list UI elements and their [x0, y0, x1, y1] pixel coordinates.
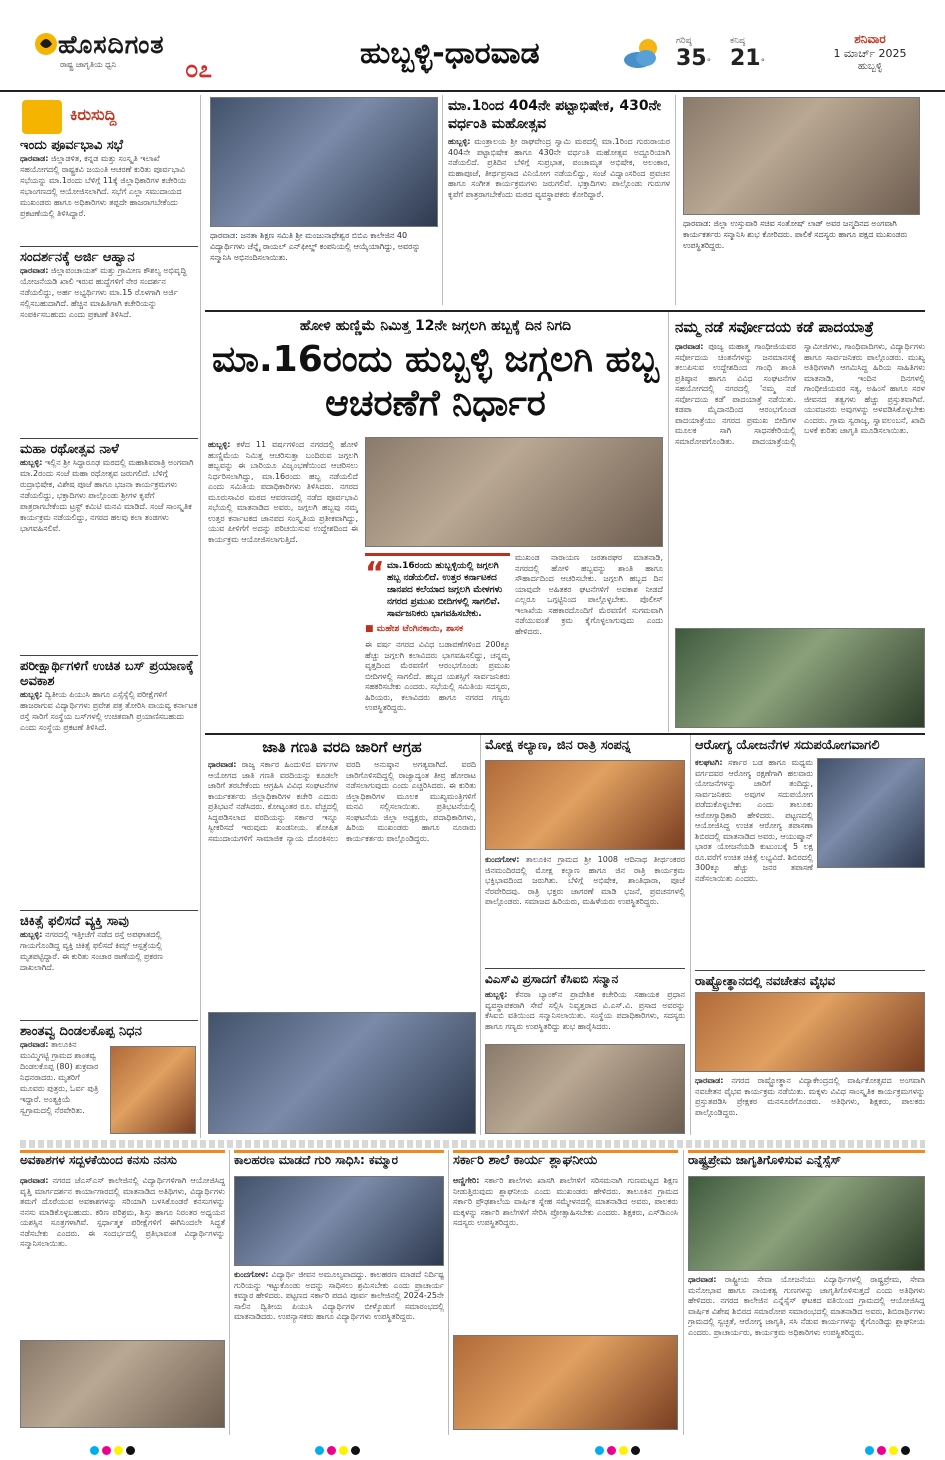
protest-photo	[208, 1012, 476, 1134]
nss-camp-photo	[688, 1176, 925, 1271]
section-stripe	[20, 1140, 925, 1148]
sidebar-body	[20, 929, 198, 1024]
dateline: ಹುಬ್ಬಳ್ಳಿ:	[485, 990, 508, 999]
divider	[20, 655, 198, 656]
dateline: ಧಾರವಾಡ:	[20, 1040, 49, 1049]
cyan-swatch	[865, 1446, 874, 1455]
sidebar-headline: ಪರೀಕ್ಷಾರ್ಥಿಗಳಿಗೆ ಉಚಿತ ಬಸ್ ಪ್ರಯಾಣಕ್ಕೆ ಅವಕಾಶ	[20, 659, 194, 689]
sidebar-headline: ಇಂದು ಪೂರ್ವಭಾವಿ ಸಭೆ	[20, 138, 124, 153]
article-headline: ರಾಷ್ಟ್ರಪ್ರೇಮ ಜಾಗೃತಿಗೊಳಿಸುವ ಎನ್ನೆಸ್ಸೆಸ್	[688, 1153, 842, 1167]
dateline: ಕುಂದಗೋಳ:	[485, 855, 520, 864]
dateline: ಹುಬ್ಬಳ್ಳಿ:	[20, 930, 43, 939]
article-body	[688, 1275, 925, 1430]
obituary-photo	[110, 1046, 196, 1134]
article-headline: ಕಾಲಹರಣ ಮಾಡದೆ ಗುರಿ ಸಾಧಿಸಿ: ಕಮ್ಮಾರ	[234, 1153, 399, 1167]
magenta-swatch	[327, 1446, 336, 1455]
black-swatch	[126, 1446, 135, 1455]
article-body	[20, 1176, 225, 1336]
lead-story	[208, 318, 663, 426]
article-body	[453, 1176, 678, 1331]
registration-marks	[315, 1440, 363, 1459]
dateline: ಧಾರವಾಡ:	[20, 266, 49, 275]
min-temp-block	[730, 36, 765, 71]
degree-symbol: °	[760, 58, 766, 68]
temple-photo	[485, 760, 685, 850]
sidebar-headline: ಚಿಕಿತ್ಸೆ ಫಲಿಸದೆ ವ್ಯಕ್ತಿ ಸಾವು	[20, 914, 129, 929]
dateline: ಹುಬ್ಬಳ್ಳಿ:	[20, 690, 43, 699]
sidebar-body	[20, 1039, 102, 1119]
divider	[695, 970, 925, 971]
logo-tagline: ರಾಷ್ಟ್ರ ಜಾಗೃತಿಯ ಧ್ವನಿ	[60, 60, 117, 69]
article-body-text: ಸರ್ಕಾರ ಬಡ ಹಾಗೂ ಮಧ್ಯಮ ವರ್ಗದವರ ಆರೋಗ್ಯ ರಕ್ಷಣೆಗಾಗಿ ಹಲವಾರು ಯೋಜನೆಗಳನ್ನು ಜಾರಿಗೆ ತಂದಿದ್ದು, ಸಾರ್ವಜನಿಕರು ಅವುಗಳ ಸದುಪಯೋಗ ಪಡೆದುಕೊಳ್ಳಬೇಕು ಎಂದು ತಾಲೂಕು ಆರೋಗ್ಯಾಧಿಕಾರಿ ಹೇಳಿದರು. ಪಟ್ಟಣದಲ್ಲಿ ಆಯೋಜಿಸಿದ್ದ ಉಚಿತ ಆರೋಗ್ಯ ತಪಾಸಣಾ ಶಿಬಿರದಲ್ಲಿ ಮಾತನಾಡಿದ ಅವರು, ಆಯುಷ್ಮಾನ್ ಭಾರತ ಯೋಜನೆಯಡಿ ಕುಟುಂಬಕ್ಕೆ 5 ಲಕ್ಷ ರೂ.ವರೆಗೆ ಉಚಿತ ಚಿಕಿತ್ಸೆ ಲಭ್ಯವಿದೆ. ಶಿಬಿರದಲ್ಲಿ 300ಕ್ಕೂ ಹೆಚ್ಚು ಜನರ ತಪಾಸಣೆ ನಡೆಸಲಾಯಿತು ಎಂದರು.	[695, 758, 813, 883]
logo-title: ಹೊಸದಿಗಂತ	[58, 30, 165, 59]
article-headline: ರಾಷ್ಟ್ರೋತ್ಥಾನದಲ್ಲಿ ನವಚೇತನ ವೈಭವ	[695, 974, 836, 988]
page-number: ೦೭	[185, 55, 212, 83]
article-headline: ಮಾ.1ರಿಂದ 404ನೇ ಪಟ್ಟಾಭಿಷೇಕ, 430ನೇ ವರ್ಧಂತಿ ಮಹೋತ್ಸವ	[448, 98, 662, 132]
date-block	[800, 32, 940, 72]
felicitation-photo	[683, 97, 920, 215]
dateline: ಧಾರವಾಡ:	[20, 1176, 49, 1185]
article-moksha	[485, 738, 685, 753]
article-body-text: ಪೂಜ್ಯ ಮಹಾತ್ಮ ಗಾಂಧೀಜಿಯವರ ಸರ್ವೋದಯ ಚಿಂತನೆಗಳನ್ನು ಜನಮಾನಸಕ್ಕೆ ತಲುಪಿಸುವ ಉದ್ದೇಶದಿಂದ ಗಾಂಧಿ ಶಾಂತಿ ಪ್ರತಿಷ್ಠಾನ ಹಾಗೂ ವಿವಿಧ ಸಂಘಟನೆಗಳ ಸಹಯೋಗದಲ್ಲಿ ನಗರದಲ್ಲಿ 'ನಮ್ಮ ನಡೆ ಸರ್ವೋದಯ ಕಡೆ' ಪಾದಯಾತ್ರೆ ನಡೆಯಿತು. ಕಡಪಾ ಮೈದಾನದಿಂದ ಆರಂಭಗೊಂಡ ಪಾದಯಾತ್ರೆಯು ನಗರದ ಪ್ರಮುಖ ಬೀದಿಗಳ ಮೂಲಕ ಸಾಗಿ ಸಾಧನಕೇರಿಯಲ್ಲಿ ಸಮಾರೋಪಗೊಂಡಿತು. ಪಾದಯಾತ್ರೆಯಲ್ಲಿ ಸ್ವಾಮೀಜಿಗಳು, ಗಾಂಧಿವಾದಿಗಳು, ವಿದ್ಯಾರ್ಥಿಗಳು ಹಾಗೂ ಸಾರ್ವಜನಿಕರು ಪಾಲ್ಗೊಂಡರು. ಮುಖ್ಯ ಅತಿಥಿಗಳಾಗಿ ಆಗಮಿಸಿದ್ದ ಹಿರಿಯ ಸಾಹಿತಿಗಳು ಮಾತನಾಡಿ, ಇಂದಿನ ದಿನಗಳಲ್ಲಿ ಗಾಂಧೀಜಿಯವರ ಸತ್ಯ, ಅಹಿಂಸೆ ಹಾಗೂ ಸರಳ ಜೀವನದ ತತ್ವಗಳು ಹೆಚ್ಚು ಪ್ರಸ್ತುತವಾಗಿವೆ. ಯುವಜನರು ಅವುಗಳನ್ನು ಅಳವಡಿಸಿಕೊಳ್ಳಬೇಕು ಎಂದರು. ಗ್ರಾಮ ಸ್ವರಾಜ್ಯ, ಸ್ವಾವಲಂಬನೆ, ಖಾದಿ ಬಳಕೆ ಕುರಿತು ಜಾಗೃತಿ ಮೂಡಿಸಲಾಯಿತು.	[675, 342, 925, 446]
article-bottom-2	[234, 1150, 444, 1174]
registration-marks	[865, 1440, 913, 1459]
magenta-swatch	[607, 1446, 616, 1455]
masthead	[0, 0, 945, 92]
edition-title: ಹುಬ್ಬಳ್ಳಿ-ಧಾರವಾಡ	[360, 36, 540, 71]
photo-caption: ಧಾರವಾಡ: ಜಿಲ್ಲಾ ಉಸ್ತುವಾರಿ ಸಚಿವ ಸಂತೋಷ್ ಲಾಡ್ ಅವರ ಜನ್ಮದಿನದ ಅಂಗವಾಗಿ ಕಾರ್ಯಕರ್ತರು ಸನ್ಮಾನಿಸಿ ಶುಭ ಕೋರಿದರು. ಪಾಲಿಕೆ ಸದಸ್ಯರು ಹಾಗೂ ಪಕ್ಷದ ಮುಖಂಡರು ಉಪಸ್ಥಿತರಿದ್ದರು.	[683, 219, 908, 250]
article-body	[485, 855, 685, 965]
sidebar-body	[20, 153, 198, 253]
article-body	[695, 1076, 925, 1134]
max-temp-block	[676, 36, 711, 71]
article-body-text: ನಗರದ ಜೆಎಸ್‌ಎಸ್ ಕಾಲೇಜಿನಲ್ಲಿ ವಿದ್ಯಾರ್ಥಿಗಳಿಗಾಗಿ ಆಯೋಜಿಸಿದ್ದ ವೃತ್ತಿ ಮಾರ್ಗದರ್ಶನ ಕಾರ್ಯಾಗಾರದಲ್ಲಿ ಮಾತನಾಡಿದ ಅತಿಥಿಗಳು, ವಿದ್ಯಾರ್ಥಿಗಳು ತಮಗೆ ದೊರೆಯುವ ಅವಕಾಶಗಳನ್ನು ಸರಿಯಾಗಿ ಬಳಸಿಕೊಂಡರೆ ಕನಸುಗಳನ್ನು ನನಸು ಮಾಡಿಕೊಳ್ಳಬಹುದು. ಕಠಿಣ ಪರಿಶ್ರಮ, ಶಿಸ್ತು ಹಾಗೂ ನಿರಂತರ ಅಧ್ಯಯನ ಯಶಸ್ಸಿನ ಸೂತ್ರಗಳಾಗಿವೆ. ಸ್ಪರ್ಧಾತ್ಮಕ ಪರೀಕ್ಷೆಗಳಿಗೆ ಈಗಿನಿಂದಲೇ ಸಿದ್ಧತೆ ನಡೆಸಬೇಕು ಎಂದರು. ಈ ಸಂದರ್ಭದಲ್ಲಿ ಪ್ರತಿಭಾವಂತ ವಿದ್ಯಾರ್ಥಿಗಳನ್ನು ಸನ್ಮಾನಿಸಲಾಯಿತು.	[20, 1176, 225, 1248]
sidebar-title: ಕಿರುಸುದ್ದಿ	[70, 105, 117, 124]
article-body-text: ಕೆನರಾ ಬ್ಯಾಂಕ್‌ನ ಪ್ರಾದೇಶಿಕ ಕಚೇರಿಯ ಸಹಾಯಕ ಪ್ರಧಾನ ವ್ಯವಸ್ಥಾಪಕರಾಗಿ ಸೇವೆ ಸಲ್ಲಿಸಿ ನಿವೃತ್ತರಾದ ವಿ.ಎಸ್.ವಿ. ಪ್ರಸಾದ ಅವರನ್ನು ಕೆಸಿಐಬಿ ವತಿಯಿಂದ ಸನ್ಮಾನಿಸಲಾಯಿತು. ಸಂಸ್ಥೆಯ ಪದಾಧಿಕಾರಿಗಳು, ಸದಸ್ಯರು ಹಾಗೂ ಗಣ್ಯರು ಉಪಸ್ಥಿತರಿದ್ದು ಶುಭ ಹಾರೈಸಿದರು.	[485, 990, 685, 1031]
sidebar-body-text: ತಾಲೂಕಿನ ಮುಮ್ಮಿಗಟ್ಟಿ ಗ್ರಾಮದ ಶಾಂತವ್ವ ದಿಂಡಲಕೊಪ್ಪ (80) ಶುಕ್ರವಾರ ನಿಧನರಾದರು. ಮೃತರಿಗೆ ಮೂವರು ಪುತ್ರರು, ಓರ್ವ ಪುತ್ರಿ ಇದ್ದಾರೆ. ಅಂತ್ಯಕ್ರಿಯೆ ಸ್ವಗ್ರಾಮದಲ್ಲಿ ನೆರವೇರಿತು.	[20, 1040, 99, 1115]
right-article	[675, 318, 925, 336]
article-body	[448, 137, 670, 295]
dateline: ಕುಂದಗೋಳ:	[234, 1270, 269, 1279]
black-swatch	[351, 1446, 360, 1455]
yellow-swatch	[619, 1446, 628, 1455]
dateline: ಕಲಘಟಗಿ:	[695, 758, 723, 767]
partly-cloudy-icon	[620, 36, 664, 70]
dateline: ಧಾರವಾಡ:	[675, 342, 704, 351]
column-divider	[442, 95, 443, 305]
article-caste-census	[208, 738, 476, 756]
min-temp-label: ಕನಿಷ್ಠ	[730, 36, 746, 46]
pull-quote	[365, 553, 510, 637]
article-bottom-1	[20, 1150, 225, 1174]
city-name: ಹುಬ್ಬಳ್ಳಿ	[857, 61, 883, 72]
max-temp-value: 35	[676, 46, 707, 71]
divider	[20, 246, 198, 247]
kiru-suddi-icon	[22, 100, 62, 134]
quote-text: ಮಾ.16ರಂದು ಹುಬ್ಬಳ್ಳಿಯಲ್ಲಿ ಜಗ್ಗಲಗಿ ಹಬ್ಬ ನಡೆಯಲಿದೆ. ಉತ್ತರ ಕರ್ನಾಟಕದ ಜಾನಪದ ಕಲೆಯಾದ ಜಗ್ಗಲಗಿ ಮೇಳಗಳು ನಗರದ ಪ್ರಮುಖ ಬೀದಿಗಳಲ್ಲಿ ಸಾಗಲಿವೆ. ಸಾರ್ವಜನಿಕರು ಭಾಗವಹಿಸಬೇಕು.	[387, 561, 503, 619]
article-body-text: ವಿದ್ಯಾರ್ಥಿ ಜೀವನ ಅಮೂಲ್ಯವಾದದ್ದು. ಕಾಲಹರಣ ಮಾಡದೆ ನಿರ್ದಿಷ್ಟ ಗುರಿಯನ್ನು ಇಟ್ಟುಕೊಂಡು ಅದನ್ನು ಸಾಧಿಸಲು ಶ್ರಮಿಸಬೇಕು ಎಂದು ಪ್ರಾಚಾರ್ಯ ಕಮ್ಮಾರ ಹೇಳಿದರು. ಪಟ್ಟಣದ ಸರ್ಕಾರಿ ಪದವಿ ಪೂರ್ವ ಕಾಲೇಜಿನಲ್ಲಿ 2024-25ನೇ ಸಾಲಿನ ದ್ವಿತೀಯ ಪಿಯುಸಿ ವಿದ್ಯಾರ್ಥಿಗಳ ಬೀಳ್ಕೊಡುಗೆ ಸಮಾರಂಭದಲ್ಲಿ ಮಾತನಾಡಿದರು. ಉಪನ್ಯಾಸಕರು ಹಾಗೂ ವಿದ್ಯಾರ್ಥಿಗಳು ಉಪಸ್ಥಿತರಿದ್ದರು.	[234, 1270, 444, 1321]
farewell-photo	[234, 1176, 444, 1266]
section-rule	[205, 310, 925, 312]
quote-author: ■ ಮಹೇಶ ಟೆಂಗಿನಕಾಯಿ, ಶಾಸಕ	[365, 624, 464, 634]
article-headline: ನಮ್ಮ ನಡೆ ಸರ್ವೋದಯ ಕಡೆ ಪಾದಯಾತ್ರೆ	[675, 318, 874, 336]
cyan-swatch	[315, 1446, 324, 1455]
lead-body-col2: ಈ ವರ್ಷ ನಗರದ ವಿವಿಧ ಬಡಾವಣೆಗಳಿಂದ 200ಕ್ಕೂ ಹೆಚ್ಚು ಜಗ್ಗಲಗಿ ಕಲಾವಿದರು ಭಾಗವಹಿಸಲಿದ್ದು, ಚನ್ನಮ್ಮ ವೃತ್ತದಿಂದ ಮೆರವಣಿಗೆ ಆರಂಭಗೊಂಡು ಪ್ರಮುಖ ಬೀದಿಗಳಲ್ಲಿ ಸಾಗಲಿದೆ. ಹಬ್ಬದ ಯಶಸ್ಸಿಗೆ ಸಾರ್ವಜನಿಕರು ಸಹಕರಿಸಬೇಕು ಎಂದರು. ಸಭೆಯಲ್ಲಿ ಸಮಿತಿಯ ಸದಸ್ಯರು, ಹಿರಿಯರು, ಕಲಾವಿದರು ಹಾಗೂ ನಗರದ ಗಣ್ಯರು ಉಪಸ್ಥಿತರಿದ್ದರು.	[365, 640, 510, 712]
sidebar-item	[20, 914, 198, 1024]
sidebar-body-text: ಜಿಲ್ಲಾಪಂಚಾಯತ್ ಮತ್ತು ಗ್ರಾಮೀಣ ಕೌಶಲ್ಯ ಅಭಿವೃದ್ಧಿ ಯೋಜನೆಯಡಿ ಖಾಲಿ ಇರುವ ಹುದ್ದೆಗಳಿಗೆ ನೇರ ಸಂದರ್ಶನ ನಡೆಯಲಿದ್ದು, ಅರ್ಹ ಅಭ್ಯರ್ಥಿಗಳು ಮಾ.15 ರೊಳಗಾಗಿ ಅರ್ಜಿ ಸಲ್ಲಿಸಬಹುದಾಗಿದೆ. ಹೆಚ್ಚಿನ ಮಾಹಿತಿಗಾಗಿ ಕಚೇರಿಯನ್ನು ಸಂಪರ್ಕಿಸಬಹುದು ಎಂದು ಪ್ರಕಟಣೆ ತಿಳಿಸಿದೆ.	[20, 266, 187, 319]
article-headline: ಮೋಕ್ಷ ಕಲ್ಯಾಣ, ಜಿನ ರಾತ್ರಿ ಸಂಪನ್ನ	[485, 738, 631, 753]
section-rule	[205, 733, 925, 735]
article-felicitation	[485, 972, 685, 987]
sidebar-body	[20, 457, 198, 657]
registration-marks	[595, 1440, 643, 1459]
sidebar-body	[20, 689, 198, 879]
column-divider	[690, 735, 691, 1135]
max-temp-label: ಗರಿಷ್ಠ	[676, 36, 692, 46]
lead-headline: ಮಾ.16ರಂದು ಹುಬ್ಬಳ್ಳಿ ಜಗ್ಗಲಗಿ ಹಬ್ಬ ಆಚರಣೆಗೆ ನಿರ್ಧಾರ	[212, 339, 659, 424]
meeting-photo	[365, 437, 663, 547]
column-divider	[683, 1150, 684, 1435]
sidebar-headline: ಸಂದರ್ಶನಕ್ಕೆ ಅರ್ಜಿ ಆಹ್ವಾನ	[20, 250, 135, 265]
students-group-photo	[210, 97, 438, 227]
column-divider	[480, 735, 481, 1135]
registration-marks	[90, 1440, 138, 1459]
sidebar-body-text: ದ್ವಿತೀಯ ಪಿಯುಸಿ ಹಾಗೂ ಎಸ್ಸೆಸ್ಸೆಲ್ಸಿ ಪರೀಕ್ಷೆಗಳಿಗೆ ಹಾಜರಾಗುವ ವಿದ್ಯಾರ್ಥಿಗಳು ಪ್ರವೇಶ ಪತ್ರ ತೋರಿಸಿ ವಾಯವ್ಯ ಕರ್ನಾಟಕ ರಸ್ತೆ ಸಾರಿಗೆ ಸಂಸ್ಥೆಯ ಬಸ್‌ಗಳಲ್ಲಿ ಉಚಿತವಾಗಿ ಪ್ರಯಾಣಿಸಬಹುದು ಎಂದು ಸಂಸ್ಥೆಯ ಪ್ರಕಟಣೆ ತಿಳಿಸಿದೆ.	[20, 690, 198, 732]
health-camp-photo	[817, 758, 925, 868]
article-health	[695, 738, 925, 753]
black-swatch	[901, 1446, 910, 1455]
photo-caption: ಧಾರವಾಡ: ಜನತಾ ಶಿಕ್ಷಣ ಸಮಿತಿ ಶ್ರೀ ಮಂಜುನಾಥೇಶ್ವರ ಬಿಬಿಎ ಕಾಲೇಜಿನ 40 ವಿದ್ಯಾರ್ಥಿಗಳು ಚೆನ್ನೈ ರಾಯಲ್ ಎನ್‌ಫೀಲ್ಡ್ ಕಂಪನಿಯಲ್ಲಿ ಆಯ್ಕೆಯಾಗಿದ್ದು, ಅವರನ್ನು ಸನ್ಮಾನಿಸಿ ಅಭಿನಂದಿಸಲಾಯಿತು.	[210, 231, 421, 262]
article-headline: ಆರೋಗ್ಯ ಯೋಜನೆಗಳ ಸದುಪಯೋಗವಾಗಲಿ	[695, 738, 880, 753]
article-bottom-3	[453, 1150, 678, 1174]
yellow-swatch	[889, 1446, 898, 1455]
padayatra-photo	[675, 628, 925, 728]
sidebar-body	[20, 265, 198, 435]
dateline: ಹುಬ್ಬಳ್ಳಿ:	[448, 137, 471, 146]
sidebar-item	[20, 250, 198, 435]
article-body-text: ನಗರದ ರಾಷ್ಟ್ರೋತ್ಥಾನ ವಿದ್ಯಾಕೇಂದ್ರದಲ್ಲಿ ವಾರ್ಷಿಕೋತ್ಸವದ ಅಂಗವಾಗಿ ನವಚೇತನ ವೈಭವ ಕಾರ್ಯಕ್ರಮ ನಡೆಯಿತು. ಮಕ್ಕಳು ವಿವಿಧ ಸಾಂಸ್ಕೃತಿಕ ಕಾರ್ಯಕ್ರಮಗಳನ್ನು ಪ್ರಸ್ತುತಪಡಿಸಿ ಪ್ರೇಕ್ಷಕರ ಮನಸೂರೆಗೊಂಡರು. ಅತಿಥಿಗಳು, ಶಿಕ್ಷಕರು, ಪಾಲಕರು ಪಾಲ್ಗೊಂಡಿದ್ದರು.	[695, 1076, 925, 1117]
divider	[20, 1020, 198, 1021]
degree-symbol: °	[706, 58, 712, 68]
sidebar-item	[20, 659, 198, 879]
article-top-mid	[448, 97, 670, 295]
lead-kicker: ಹೋಳಿ ಹುಣ್ಣಿಮೆ ನಿಮಿತ್ತ 12ನೇ ಜಗ್ಗಲಗಿ ಹಬ್ಬಕ್ಕೆ ದಿನ ನಿಗದಿ	[299, 318, 572, 334]
column-divider	[200, 95, 201, 1138]
column-divider	[229, 1150, 230, 1435]
sidebar-body-text: ನಗರದಲ್ಲಿ ಇತ್ತೀಚೆಗೆ ನಡೆದ ರಸ್ತೆ ಅಪಘಾತದಲ್ಲಿ ಗಾಯಗೊಂಡಿದ್ದ ವ್ಯಕ್ತಿ ಚಿಕಿತ್ಸೆ ಫಲಿಸದೆ ಕಿಮ್ಸ್ ಆಸ್ಪತ್ರೆಯಲ್ಲಿ ಮೃತಪಟ್ಟಿದ್ದಾರೆ. ಈ ಕುರಿತು ಸಂಚಾರ ಠಾಣೆಯಲ್ಲಿ ಪ್ರಕರಣ ದಾಖಲಾಗಿದೆ.	[20, 930, 163, 972]
divider	[20, 438, 198, 439]
article-headline: ಸರ್ಕಾರಿ ಶಾಲೆ ಕಾರ್ಯ ಶ್ಲಾಘನೀಯ	[453, 1153, 598, 1168]
article-body-text: ಸರ್ಕಾರಿ ಶಾಲೆಗಳು ಖಾಸಗಿ ಶಾಲೆಗಳಿಗೆ ಸರಿಸಮನಾಗಿ ಗುಣಮಟ್ಟದ ಶಿಕ್ಷಣ ನೀಡುತ್ತಿರುವುದು ಶ್ಲಾಘನೀಯ ಎಂದು ಮುಖಂಡರು ಹೇಳಿದರು. ತಾಲೂಕಿನ ಗ್ರಾಮದ ಸರ್ಕಾರಿ ಪ್ರೌಢಶಾಲೆಯ ವಾರ್ಷಿಕ ಸ್ನೇಹ ಸಮ್ಮೇಳನದಲ್ಲಿ ಮಾತನಾಡಿದ ಅವರು, ಪಾಲಕರು ಮಕ್ಕಳನ್ನು ಸರ್ಕಾರಿ ಶಾಲೆಗಳಿಗೆ ಸೇರಿಸಿ ಪ್ರೋತ್ಸಾಹಿಸಬೇಕು ಎಂದರು. ಶಿಕ್ಷಕರು, ಎಸ್‌ಡಿಎಂಸಿ ಸದಸ್ಯರು ಉಪಸ್ಥಿತರಿದ್ದರು.	[453, 1176, 678, 1227]
lead-body-col3: ಮುಖಂಡ ನಾರಾಯಣ ಜರತಾರಘರ ಮಾತನಾಡಿ, ನಗರದಲ್ಲಿ ಹೋಳಿ ಹಬ್ಬವನ್ನು ಶಾಂತಿ ಹಾಗೂ ಸೌಹಾರ್ದದಿಂದ ಆಚರಿಸಬೇಕು. ಜಗ್ಗಲಗಿ ಹಬ್ಬದ ದಿನ ಯಾವುದೇ ಅಹಿತಕರ ಘಟನೆಗಳಿಗೆ ಅವಕಾಶ ನೀಡದೆ ಎಲ್ಲರೂ ಒಗ್ಗಟ್ಟಿನಿಂದ ಪಾಲ್ಗೊಳ್ಳಬೇಕು. ಪೊಲೀಸ್ ಇಲಾಖೆಯ ಸಹಕಾರದೊಂದಿಗೆ ಮೆರವಣಿಗೆ ಸುಗಮವಾಗಿ ನಡೆಯುವಂತೆ ಕ್ರಮ ಕೈಗೊಳ್ಳಲಾಗುವುದು ಎಂದು ಹೇಳಿದರು.	[515, 553, 663, 636]
divider	[485, 968, 685, 969]
lead-body-col1	[208, 440, 358, 728]
dateline: ಧಾರವಾಡ:	[688, 1275, 717, 1284]
day-name: ಶನಿವಾರ	[854, 32, 886, 46]
black-swatch	[631, 1446, 640, 1455]
article-body	[695, 758, 813, 968]
magenta-swatch	[877, 1446, 886, 1455]
article-body	[208, 760, 476, 1010]
dateline: ಧಾರವಾಡ:	[20, 154, 49, 163]
date-text: 1 ಮಾರ್ಚ್ 2025	[833, 47, 907, 60]
dateline: ಧಾರವಾಡ:	[695, 1076, 724, 1085]
felicitation-photo	[485, 1044, 685, 1134]
sidebar-item	[20, 442, 198, 657]
school-function-photo	[453, 1335, 678, 1430]
divider	[20, 910, 198, 911]
article-body-text: ರಾಷ್ಟ್ರೀಯ ಸೇವಾ ಯೋಜನೆಯು ವಿದ್ಯಾರ್ಥಿಗಳಲ್ಲಿ ರಾಷ್ಟ್ರಪ್ರೇಮ, ಸೇವಾ ಮನೋಭಾವ ಹಾಗೂ ನಾಯಕತ್ವ ಗುಣಗಳನ್ನು ಜಾಗೃತಿಗೊಳಿಸುತ್ತದೆ ಎಂದು ಅತಿಥಿಗಳು ಹೇಳಿದರು. ನಗರದ ಕಾಲೇಜಿನ ಎನ್ನೆಸ್ಸೆಸ್ ಘಟಕದ ವತಿಯಿಂದ ಗ್ರಾಮದಲ್ಲಿ ಆಯೋಜಿಸಿದ್ದ ವಾರ್ಷಿಕ ವಿಶೇಷ ಶಿಬಿರದ ಸಮಾರೋಪ ಸಮಾರಂಭದಲ್ಲಿ ಮಾತನಾಡಿದ ಅವರು, ಶಿಬಿರಾರ್ಥಿಗಳು ಗ್ರಾಮದಲ್ಲಿ ಸ್ವಚ್ಛತೆ, ಆರೋಗ್ಯ ಜಾಗೃತಿ, ಸಸಿ ನೆಡುವ ಕಾರ್ಯಗಳನ್ನು ಕೈಗೊಂಡಿದ್ದು ಶ್ಲಾಘನೀಯ ಎಂದರು. ಪ್ರಾಚಾರ್ಯರು, ಕಾರ್ಯಕ್ರಮ ಅಧಿಕಾರಿಗಳು ಉಪಸ್ಥಿತರಿದ್ದರು.	[688, 1275, 925, 1337]
column-divider	[668, 312, 669, 732]
dateline: ಧಾರವಾಡ:	[208, 760, 237, 769]
cyan-swatch	[90, 1446, 99, 1455]
yellow-swatch	[339, 1446, 348, 1455]
magenta-swatch	[102, 1446, 111, 1455]
article-body	[675, 342, 925, 624]
dateline: ಅಣ್ಣಿಗೇರಿ:	[453, 1176, 480, 1185]
article-rashtrotthana	[695, 974, 925, 989]
sidebar-headline: ಶಾಂತವ್ವ ದಿಂಡಲಕೊಪ್ಪ ನಿಧನ	[20, 1024, 142, 1039]
article-body-text: ರಾಜ್ಯ ಸರ್ಕಾರ ಹಿಂದುಳಿದ ವರ್ಗಗಳ ಆಯೋಗದ ಜಾತಿ ಗಣತಿ ವರದಿಯನ್ನು ಕೂಡಲೇ ಜಾರಿಗೆ ತರಬೇಕೆಂದು ಆಗ್ರಹಿಸಿ ವಿವಿಧ ಸಂಘಟನೆಗಳ ಕಾರ್ಯಕರ್ತರು ಜಿಲ್ಲಾಧಿಕಾರಿಗಳ ಕಚೇರಿ ಎದುರು ಪ್ರತಿಭಟನೆ ನಡೆಸಿದರು. ಕೋಟ್ಯಂತರ ರೂ. ವೆಚ್ಚದಲ್ಲಿ ಸಿದ್ಧಪಡಿಸಲಾದ ವರದಿಯನ್ನು ಸರ್ಕಾರ ಇನ್ನೂ ಸ್ವೀಕರಿಸದೆ ಇರುವುದು ಖಂಡನೀಯ. ಶೋಷಿತ ಸಮುದಾಯಗಳಿಗೆ ಸಾಮಾಜಿಕ ನ್ಯಾಯ ದೊರಕಿಸಲು ವರದಿ ಅನುಷ್ಠಾನ ಅಗತ್ಯವಾಗಿದೆ. ವರದಿ ಜಾರಿಗೊಳಿಸದಿದ್ದಲ್ಲಿ ರಾಜ್ಯಾದ್ಯಂತ ತೀವ್ರ ಹೋರಾಟ ನಡೆಸಲಾಗುವುದು ಎಂದು ಎಚ್ಚರಿಸಿದರು. ಈ ಕುರಿತು ಜಿಲ್ಲಾಧಿಕಾರಿಗಳ ಮೂಲಕ ಮುಖ್ಯಮಂತ್ರಿಗಳಿಗೆ ಮನವಿ ಸಲ್ಲಿಸಲಾಯಿತು. ಪ್ರತಿಭಟನೆಯಲ್ಲಿ ಸಂಘಟನೆಯ ಜಿಲ್ಲಾ ಅಧ್ಯಕ್ಷರು, ಪದಾಧಿಕಾರಿಗಳು, ಹಿರಿಯ ಮುಖಂಡರು ಹಾಗೂ ನೂರಾರು ಕಾರ್ಯಕರ್ತರು ಪಾಲ್ಗೊಂಡಿದ್ದರು.	[208, 760, 476, 843]
article-body-text: ತಾಲೂಕಿನ ಗ್ರಾಮದ ಶ್ರೀ 1008 ಆದಿನಾಥ ತೀರ್ಥಂಕರರ ಜಿನಮಂದಿರದಲ್ಲಿ ಮೋಕ್ಷ ಕಲ್ಯಾಣ ಹಾಗೂ ಜಿನ ರಾತ್ರಿ ಕಾರ್ಯಕ್ರಮ ಭಕ್ತಿಭಾವದಿಂದ ಜರುಗಿತು. ಬೆಳಿಗ್ಗೆ ಅಭಿಷೇಕ, ಶಾಂತಿಧಾರಾ, ಪೂಜೆ ನೆರವೇರಿದವು. ರಾತ್ರಿ ಭಕ್ತರು ಜಾಗರಣೆ ಮಾಡಿ ಭಜನೆ, ಪ್ರವಚನಗಳಲ್ಲಿ ಪಾಲ್ಗೊಂಡರು. ಸಮಾಜದ ಹಿರಿಯರು, ಮಹಿಳೆಯರು ಉಪಸ್ಥಿತರಿದ್ದರು.	[485, 855, 685, 906]
article-headline: ಜಾತಿ ಗಣತಿ ವರದಿ ಜಾರಿಗೆ ಆಗ್ರಹ	[262, 738, 422, 756]
article-body	[234, 1270, 444, 1430]
column-divider	[675, 95, 676, 305]
lead-body-text: ಕಳೆದ 11 ವರ್ಷಗಳಿಂದ ನಗರದಲ್ಲಿ ಹೋಳಿ ಹುಣ್ಣಿಮೆಯ ನಿಮಿತ್ತ ಆಚರಿಸುತ್ತಾ ಬಂದಿರುವ ಜಗ್ಗಲಗಿ ಹಬ್ಬವನ್ನು ಈ ಬಾರಿಯೂ ವಿಜೃಂಭಣೆಯಿಂದ ಆಚರಿಸಲು ನಿರ್ಧರಿಸಲಾಗಿದ್ದು, ಮಾ.16ರಂದು ಹಬ್ಬ ನಡೆಯಲಿದೆ ಎಂದು ಸಮಿತಿಯ ಪದಾಧಿಕಾರಿಗಳು ತಿಳಿಸಿದರು. ನಗರದ ಮೂರುಸಾವಿರ ಮಠದ ಆವರಣದಲ್ಲಿ ನಡೆದ ಪೂರ್ವಭಾವಿ ಸಭೆಯಲ್ಲಿ ಮಾತನಾಡಿದ ಅವರು, ಜಗ್ಗಲಗಿ ಹಬ್ಬವು ನಮ್ಮ ಉತ್ತರ ಕರ್ನಾಟಕದ ಜಾನಪದ ಸಂಸ್ಕೃತಿಯ ಪ್ರತೀಕವಾಗಿದ್ದು, ಯುವ ಪೀಳಿಗೆಗೆ ಅದನ್ನು ಪರಿಚಯಿಸುವ ಉದ್ದೇಶದಿಂದ ಈ ಕಾರ್ಯಕ್ರಮ ಆಯೋಜಿಸಲಾಗುತ್ತಿದೆ.	[208, 440, 358, 544]
certificate-photo	[20, 1340, 225, 1428]
article-body-text: ಮಂತ್ರಾಲಯ ಶ್ರೀ ರಾಘವೇಂದ್ರ ಸ್ವಾಮಿ ಮಠದಲ್ಲಿ ಮಾ.1ರಿಂದ ಗುರುರಾಯರ 404ನೇ ಪಟ್ಟಾಭಿಷೇಕ ಹಾಗೂ 430ನೇ ವರ್ಧಂತಿ ಮಹೋತ್ಸವ ಅದ್ದೂರಿಯಾಗಿ ನಡೆಯಲಿದೆ. ಪ್ರತಿದಿನ ಬೆಳಿಗ್ಗೆ ಸುಪ್ರಭಾತ, ಪಂಚಾಮೃತ ಅಭಿಷೇಕ, ಅಲಂಕಾರ, ಮಹಾಪೂಜೆ, ತೀರ್ಥಪ್ರಸಾದ ವಿನಿಯೋಗ ನಡೆಯಲಿದ್ದು, ಸಂಜೆ ವಿದ್ವಾಂಸರಿಂದ ಪ್ರವಚನ ಹಾಗೂ ಸಂಗೀತ ಕಾರ್ಯಕ್ರಮಗಳು ಜರುಗಲಿವೆ. ಭಕ್ತಾದಿಗಳು ಪಾಲ್ಗೊಂಡು ಗುರುಗಳ ಕೃಪೆಗೆ ಪಾತ್ರರಾಗಬೇಕೆಂದು ಮಠದ ವ್ಯವಸ್ಥಾಪಕರು ಕೋರಿದ್ದಾರೆ.	[448, 137, 670, 199]
sidebar-headline: ಮಹಾ ರಥೋತ್ಸವ ನಾಳೆ	[20, 442, 119, 457]
article-bottom-4	[688, 1150, 925, 1174]
quote-icon: “	[365, 556, 385, 591]
sidebar-body-text: ಜಿಲ್ಲಾಡಳಿತ, ಕನ್ನಡ ಮತ್ತು ಸಂಸ್ಕೃತಿ ಇಲಾಖೆ ಸಹಯೋಗದಲ್ಲಿ ರಾಷ್ಟ್ರಕವಿ ಜಯಂತಿ ಆಚರಣೆ ಕುರಿತು ಪೂರ್ವಭಾವಿ ಸಭೆಯನ್ನು ಮಾ.1ರಂದು ಬೆಳಿಗ್ಗೆ 11ಕ್ಕೆ ಜಿಲ್ಲಾಧಿಕಾರಿಗಳ ಕಚೇರಿಯ ಸಭಾಂಗಣದಲ್ಲಿ ಆಯೋಜಿಸಲಾಗಿದೆ. ಸಭೆಗೆ ಎಲ್ಲಾ ಸಮುದಾಯದ ಮುಖಂಡರು ಹಾಗೂ ಅಧಿಕಾರಿಗಳು ತಪ್ಪದೇ ಹಾಜರಾಗಬೇಕೆಂದು ಪ್ರಕಟಣೆಯಲ್ಲಿ ತಿಳಿಸಿದ್ದಾರೆ.	[20, 154, 187, 218]
article-headline: ಅವಕಾಶಗಳ ಸದ್ಬಳಕೆಯಿಂದ ಕನಸು ನನಸು	[20, 1153, 178, 1167]
article-body	[485, 990, 685, 1040]
dateline: ಹುಬ್ಬಳ್ಳಿ:	[208, 440, 231, 449]
cyan-swatch	[595, 1446, 604, 1455]
column-divider	[448, 1150, 449, 1435]
min-temp-value: 21	[730, 46, 761, 71]
article-headline: ವಿಎಸ್‌ವಿ ಪ್ರಸಾದಗೆ ಕೆಸಿಐಬಿ ಸನ್ಮಾನ	[485, 972, 619, 986]
yellow-swatch	[114, 1446, 123, 1455]
sidebar-item	[20, 138, 198, 253]
sidebar-body-text: ಇಲ್ಲಿನ ಶ್ರೀ ಸಿದ್ಧಾರೂಢ ಮಠದಲ್ಲಿ ಮಹಾಶಿವರಾತ್ರಿ ಅಂಗವಾಗಿ ಮಾ.2ರಂದು ಸಂಜೆ ಮಹಾ ರಥೋತ್ಸವ ಜರುಗಲಿದೆ. ಬೆಳಿಗ್ಗೆ ರುದ್ರಾಭಿಷೇಕ, ವಿಶೇಷ ಪೂಜೆ ಹಾಗೂ ಭಜನಾ ಕಾರ್ಯಕ್ರಮಗಳು ನಡೆಯಲಿದ್ದು, ಭಕ್ತಾದಿಗಳು ಪಾಲ್ಗೊಂಡು ಶ್ರೀಗಳ ಕೃಪೆಗೆ ಪಾತ್ರರಾಗಬೇಕೆಂದು ಟ್ರಸ್ಟ್ ಕಮಿಟಿ ಮನವಿ ಮಾಡಿದೆ. ಸಂಜೆ ಸಾಂಸ್ಕೃತಿಕ ಕಾರ್ಯಕ್ರಮ ನಡೆಯಲಿದ್ದು, ನಗರದ ಹಲವು ಕಲಾ ತಂಡಗಳು ಭಾಗವಹಿಸಲಿವೆ.	[20, 458, 194, 533]
school-event-photo	[695, 992, 925, 1072]
dateline: ಹುಬ್ಬಳ್ಳಿ:	[20, 458, 43, 467]
